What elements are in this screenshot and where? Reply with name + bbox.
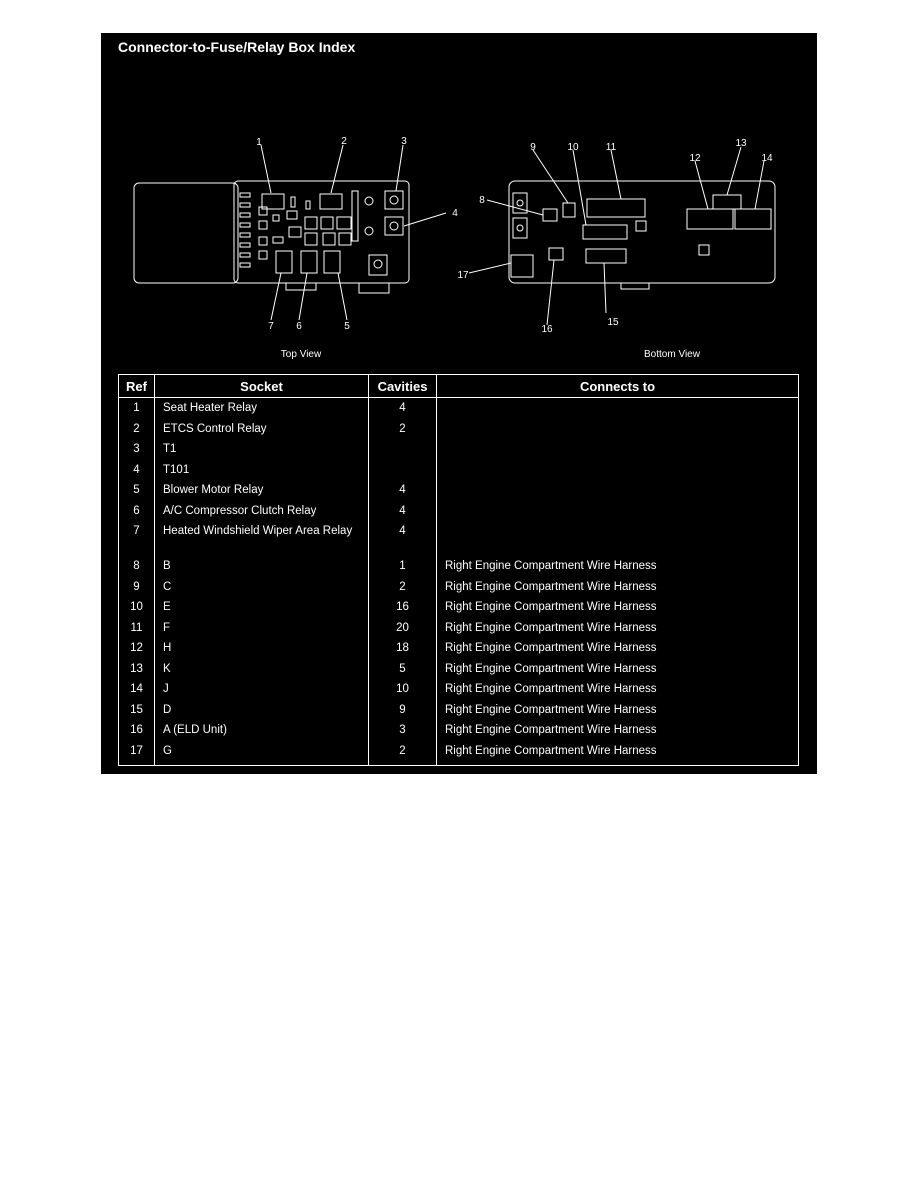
cell-ref: 5 bbox=[119, 484, 155, 505]
cell-ref: 11 bbox=[119, 622, 155, 643]
cell-socket: ETCS Control Relay bbox=[155, 423, 369, 444]
cell-connects-to: Right Engine Compartment Wire Harness bbox=[437, 724, 799, 745]
cell-cavities: 5 bbox=[369, 663, 437, 684]
top-view-caption: Top View bbox=[280, 349, 322, 360]
cell-connects-to: Right Engine Compartment Wire Harness bbox=[437, 601, 799, 622]
cell-socket: J bbox=[155, 683, 369, 704]
figure-title: Connector-to-Fuse/Relay Box Index bbox=[118, 39, 356, 55]
cell-cavities: 2 bbox=[369, 581, 437, 602]
cell-cavities: 16 bbox=[369, 601, 437, 622]
top-view-fuse-box bbox=[134, 181, 409, 293]
cell-socket: D bbox=[155, 704, 369, 725]
cell-cavities: 4 bbox=[369, 505, 437, 526]
cell-connects-to bbox=[437, 484, 799, 505]
cell-ref: 3 bbox=[119, 443, 155, 464]
cell-cavities: 20 bbox=[369, 622, 437, 643]
bottom-view-fuse-box bbox=[509, 181, 775, 289]
table-row bbox=[119, 464, 799, 485]
callout-5: 5 bbox=[344, 321, 350, 332]
header-ref: Ref bbox=[119, 375, 155, 398]
cell-cavities: 4 bbox=[369, 398, 437, 423]
cell-ref: 17 bbox=[119, 745, 155, 766]
cell-connects-to: Right Engine Compartment Wire Harness bbox=[437, 622, 799, 643]
cell-connects-to bbox=[437, 525, 799, 560]
callout-8: 8 bbox=[479, 195, 485, 206]
cell-connects-to: Right Engine Compartment Wire Harness bbox=[437, 704, 799, 725]
cell-connects-to: Right Engine Compartment Wire Harness bbox=[437, 642, 799, 663]
table-row bbox=[119, 560, 799, 581]
bottom-view-caption: Bottom View bbox=[644, 349, 700, 360]
callout-9: 9 bbox=[530, 142, 536, 153]
cell-ref: 15 bbox=[119, 704, 155, 725]
table-row bbox=[119, 724, 799, 745]
table-row bbox=[119, 663, 799, 684]
cell-connects-to: Right Engine Compartment Wire Harness bbox=[437, 581, 799, 602]
callout-15: 15 bbox=[607, 317, 619, 328]
cell-cavities: 4 bbox=[369, 484, 437, 505]
table-row bbox=[119, 642, 799, 663]
cell-cavities: 1 bbox=[369, 560, 437, 581]
cell-cavities: 9 bbox=[369, 704, 437, 725]
callout-10: 10 bbox=[567, 142, 579, 153]
cell-socket: A (ELD Unit) bbox=[155, 724, 369, 745]
table-row bbox=[119, 423, 799, 444]
cell-connects-to: Right Engine Compartment Wire Harness bbox=[437, 663, 799, 684]
cell-ref: 1 bbox=[119, 398, 155, 423]
cell-socket: F bbox=[155, 622, 369, 643]
cell-socket: K bbox=[155, 663, 369, 684]
cell-socket: G bbox=[155, 745, 369, 766]
table-row bbox=[119, 398, 799, 423]
table-row bbox=[119, 745, 799, 766]
cell-connects-to: Right Engine Compartment Wire Harness bbox=[437, 745, 799, 766]
cell-socket: T1 bbox=[155, 443, 369, 464]
callout-17: 17 bbox=[457, 270, 469, 281]
table-row bbox=[119, 581, 799, 602]
table-row bbox=[119, 443, 799, 464]
cell-cavities: 18 bbox=[369, 642, 437, 663]
callout-11: 11 bbox=[605, 142, 617, 153]
cell-cavities: 4 bbox=[369, 525, 437, 560]
cell-connects-to bbox=[437, 464, 799, 485]
cell-connects-to: Right Engine Compartment Wire Harness bbox=[437, 560, 799, 581]
callout-2: 2 bbox=[341, 136, 347, 147]
cell-socket: H bbox=[155, 642, 369, 663]
cell-cavities: 2 bbox=[369, 423, 437, 444]
cell-ref: 7 bbox=[119, 525, 155, 560]
cell-connects-to bbox=[437, 423, 799, 444]
cell-connects-to bbox=[437, 443, 799, 464]
cell-socket: Heated Windshield Wiper Area Relay bbox=[155, 525, 369, 560]
callout-14: 14 bbox=[761, 153, 773, 164]
table-row bbox=[119, 505, 799, 526]
cell-cavities bbox=[369, 443, 437, 464]
callout-12: 12 bbox=[689, 153, 701, 164]
table-row bbox=[119, 704, 799, 725]
cell-cavities: 3 bbox=[369, 724, 437, 745]
header-connects-to: Connects to bbox=[437, 375, 799, 398]
cell-socket: A/C Compressor Clutch Relay bbox=[155, 505, 369, 526]
table-row bbox=[119, 525, 799, 560]
table-row bbox=[119, 622, 799, 643]
callout-4: 4 bbox=[452, 208, 458, 219]
cell-cavities: 2 bbox=[369, 745, 437, 766]
cell-ref: 2 bbox=[119, 423, 155, 444]
table-header-row bbox=[119, 375, 799, 398]
table-row bbox=[119, 484, 799, 505]
cell-ref: 4 bbox=[119, 464, 155, 485]
cell-socket: B bbox=[155, 560, 369, 581]
cell-ref: 12 bbox=[119, 642, 155, 663]
cell-socket: T101 bbox=[155, 464, 369, 485]
top-view-terminals bbox=[365, 191, 403, 275]
cell-cavities bbox=[369, 464, 437, 485]
cell-ref: 16 bbox=[119, 724, 155, 745]
cell-socket: Seat Heater Relay bbox=[155, 398, 369, 423]
callout-6: 6 bbox=[296, 321, 302, 332]
callout-13: 13 bbox=[735, 138, 747, 149]
callout-numbers bbox=[256, 136, 773, 360]
cell-socket: Blower Motor Relay bbox=[155, 484, 369, 505]
cell-socket: E bbox=[155, 601, 369, 622]
header-cavities: Cavities bbox=[369, 375, 437, 398]
cell-ref: 13 bbox=[119, 663, 155, 684]
callout-16: 16 bbox=[541, 324, 553, 335]
table-row bbox=[119, 601, 799, 622]
cell-ref: 6 bbox=[119, 505, 155, 526]
callout-3: 3 bbox=[401, 136, 407, 147]
table-body bbox=[119, 398, 799, 766]
cell-ref: 9 bbox=[119, 581, 155, 602]
cell-connects-to bbox=[437, 505, 799, 526]
fuse-box-diagram bbox=[101, 33, 817, 363]
cell-connects-to: Right Engine Compartment Wire Harness bbox=[437, 683, 799, 704]
cell-socket: C bbox=[155, 581, 369, 602]
callout-1: 1 bbox=[256, 137, 262, 148]
cell-ref: 14 bbox=[119, 683, 155, 704]
header-socket: Socket bbox=[155, 375, 369, 398]
callout-7: 7 bbox=[268, 321, 274, 332]
cell-cavities: 10 bbox=[369, 683, 437, 704]
connector-index-table bbox=[118, 374, 799, 766]
figure-panel bbox=[101, 33, 817, 774]
cell-ref: 10 bbox=[119, 601, 155, 622]
cell-connects-to bbox=[437, 398, 799, 423]
cell-ref: 8 bbox=[119, 560, 155, 581]
table-row bbox=[119, 683, 799, 704]
